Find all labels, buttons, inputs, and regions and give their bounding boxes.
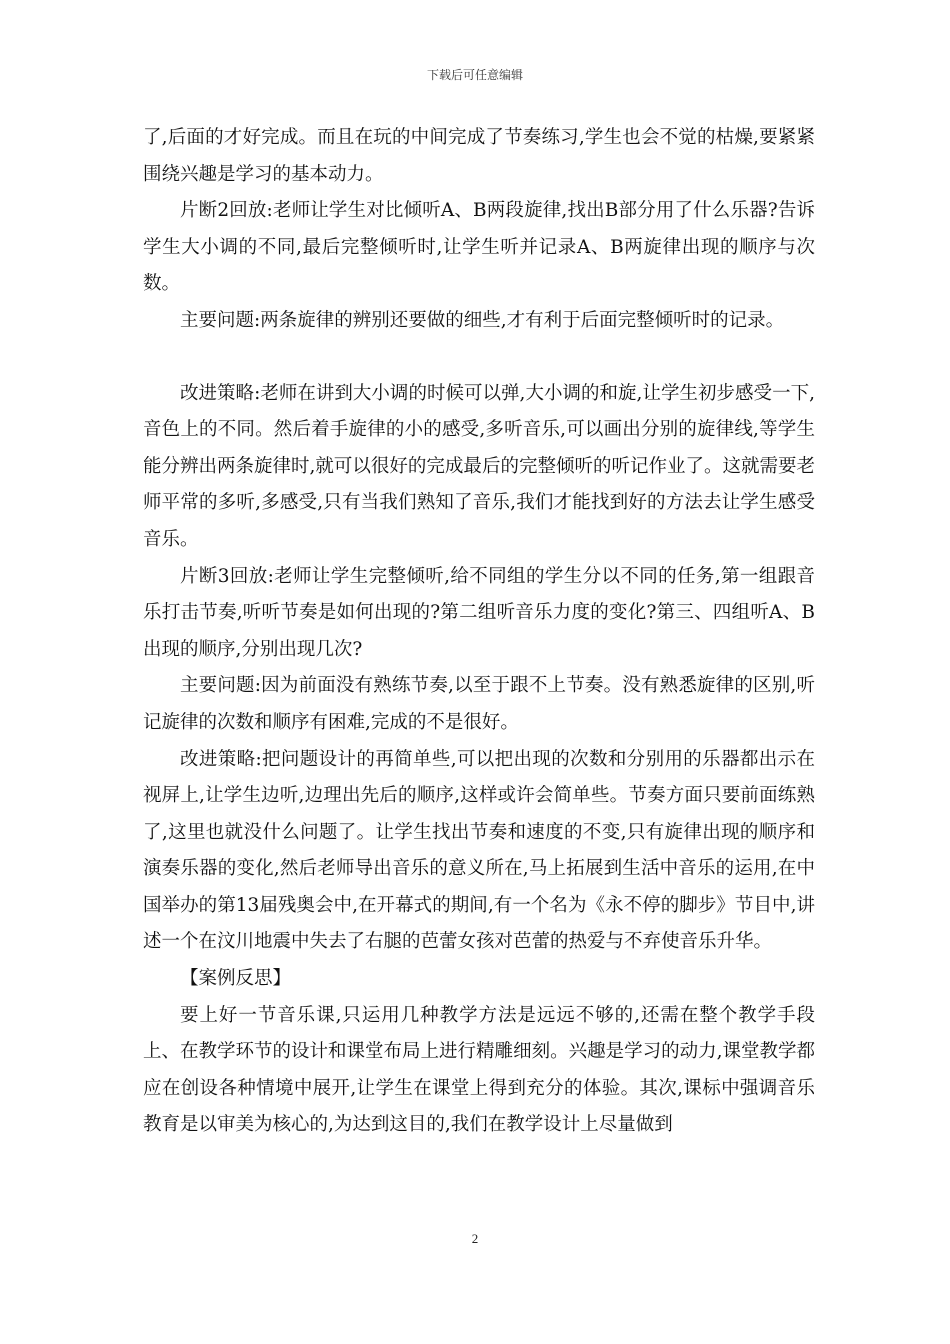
paragraph-continuation: 了,后面的才好完成。而且在玩的中间完成了节奏练习,学生也会不觉的枯燥,要紧紧围绕兴趣是学习的基本动力。 bbox=[143, 127, 815, 185]
paragraph-main-issue-2: 主要问题:两条旋律的辨别还要做的细些,才有利于后面完整倾听时的记录。 bbox=[180, 309, 785, 331]
page-header: 下载后可任意编辑 bbox=[426, 68, 523, 82]
paragraph-reflection: 要上好一节音乐课,只运用几种教学方法是远远不够的,还需在整个教学手段上、在教学环节的设计和课堂布局上进行精雕细刻。兴趣是学习的动力,课堂教学都应在创设各种情境中展开,让学生在课堂上得到充分的体验。其次,课标中强调音乐教育是以审美为核心的,为达到这目的,我们在教学设计上尽量做到 bbox=[143, 1004, 815, 1136]
paragraph-main-issue-3: 主要问题:因为前面没有熟练节奏,以至于跟不上节奏。没有熟悉旋律的区别,听记旋律的次数和顺序有困难,完成的不是很好。 bbox=[143, 675, 815, 733]
document-body bbox=[143, 120, 815, 1144]
paragraph-improvement-2: 改进策略:老师在讲到大小调的时候可以弹,大小调的和旋,让学生初步感受一下,音色上的不同。然后着手旋律的小的感受,多听音乐,可以画出分别的旋律线,等学生能分辨出两条旋律时,就可以很好的完成最后的完整倾听的听记作业了。这就需要老师平常的多听,多感受,只有当我们熟知了音乐,我们才能找到好的方法去让学生感受音乐。 bbox=[143, 382, 815, 550]
paragraph-improvement-3: 改进策略:把问题设计的再简单些,可以把出现的次数和分别用的乐器都出示在视屏上,让学生边听,边理出先后的顺序,这样或许会简单些。节奏方面只要前面练熟了,这里也就没什么问题了。让学生找出节奏和速度的不变,只有旋律出现的顺序和演奏乐器的变化,然后老师导出音乐的意义所在,马上拓展到生活中音乐的运用,在中国举办的第13届残奥会中,在开幕式的期间,有一个名为《永不停的脚步》节目中,讲述一个在汶川地震中失去了右腿的芭蕾女孩对芭蕾的热爱与不弃使音乐升华。 bbox=[143, 748, 815, 953]
section-heading-case-reflection: 【案例反思】 bbox=[180, 968, 292, 990]
page-number: 2 bbox=[471, 1231, 479, 1246]
paragraph-segment-2-replay: 片断2回放:老师让学生对比倾听A、B两段旋律,找出B部分用了什么乐器?告诉学生大小调的不同,最后完整倾听时,让学生听并记录A、B两旋律出现的顺序与次数。 bbox=[143, 200, 815, 295]
paragraph-segment-3-replay: 片断3回放:老师让学生完整倾听,给不同组的学生分以不同的任务,第一组跟音乐打击节奏,听听节奏是如何出现的?第二组听音乐力度的变化?第三、四组听A、B出现的顺序,分别出现几次? bbox=[143, 565, 815, 660]
